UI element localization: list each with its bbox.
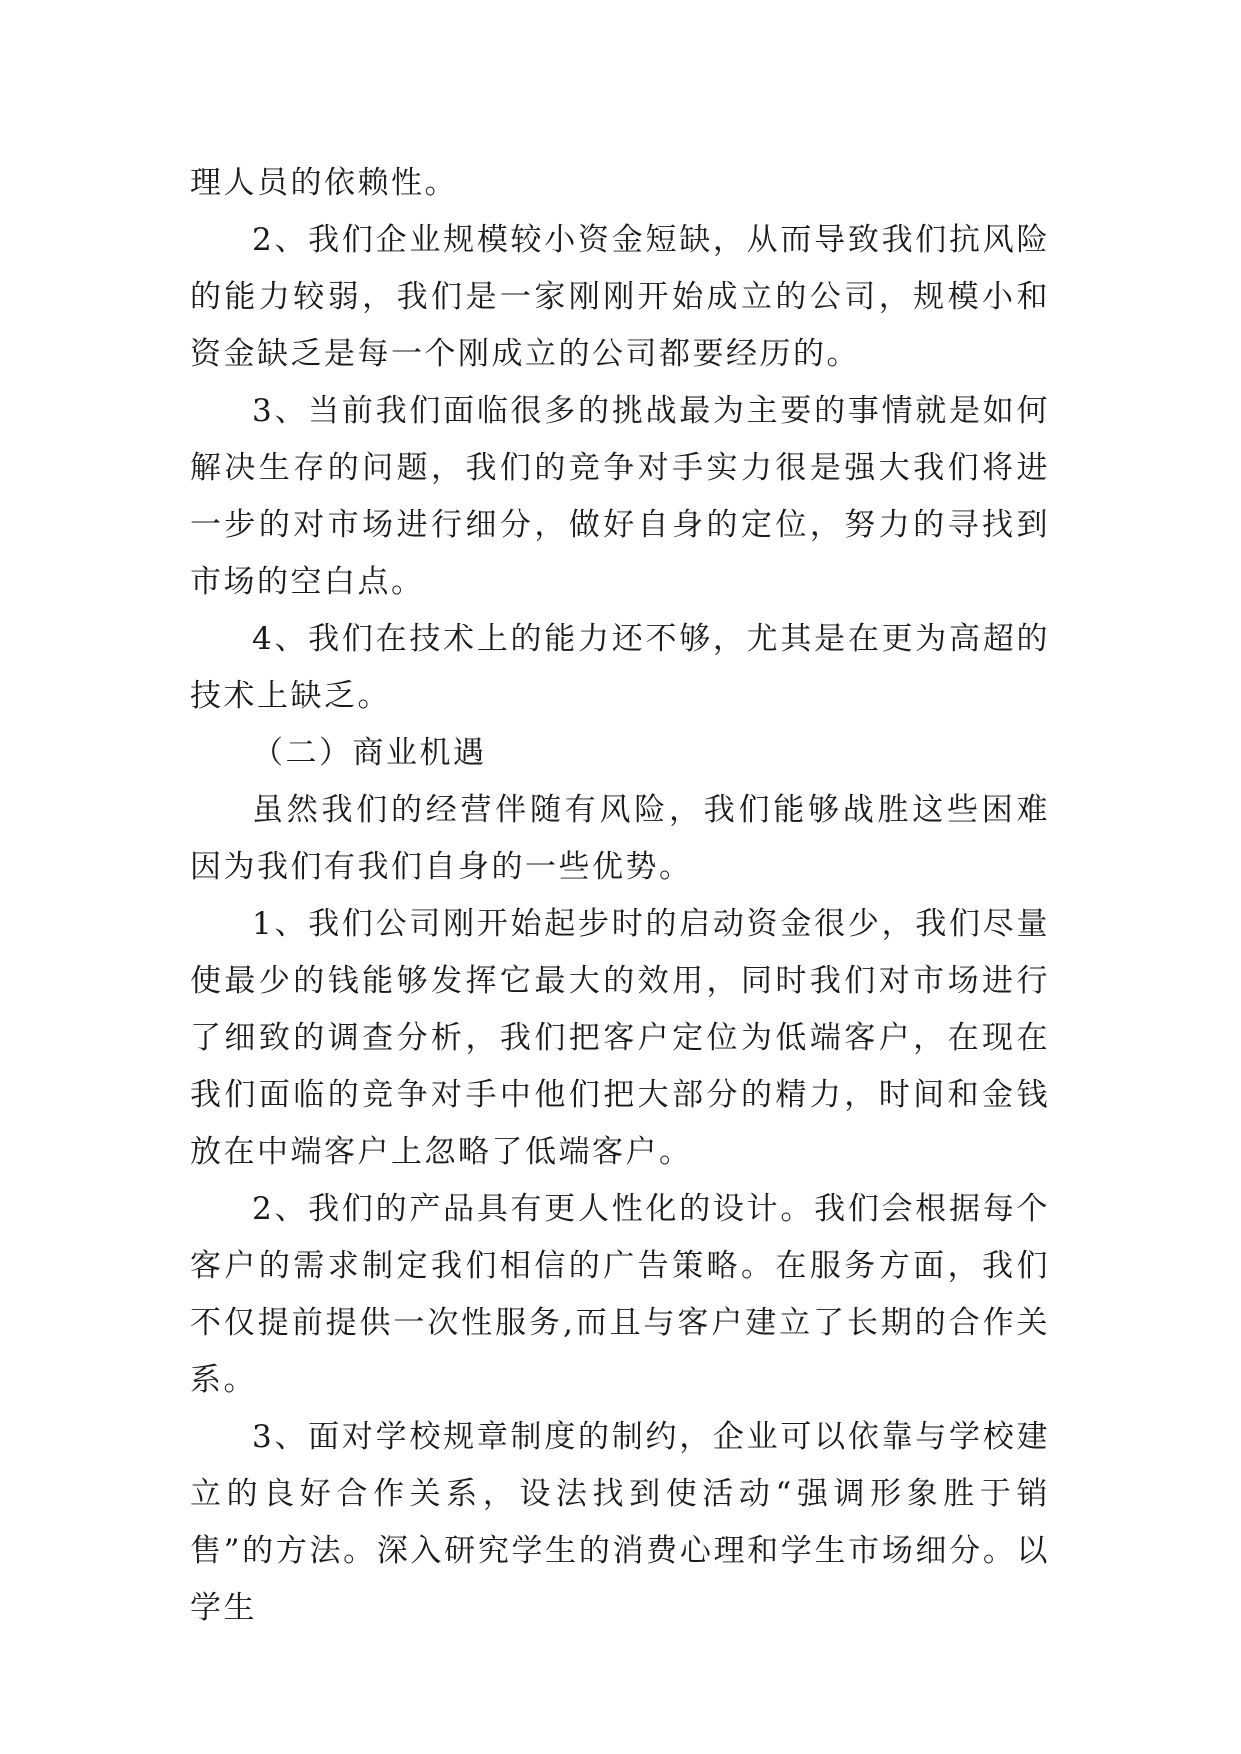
paragraph-opportunity-intro: 虽然我们的经营伴随有风险，我们能够战胜这些困难因为我们有我们自身的一些优势。 (190, 792, 1050, 885)
paragraph-continuation: 理人员的依赖性。 (190, 165, 458, 201)
section-heading-opportunities: （二）商业机遇 (252, 735, 487, 771)
paragraph-opportunity-2: 2、我们的产品具有更人性化的设计。我们会根据每个客户的需求制定我们相信的广告策略。在服务方面，我们不仅提前提供一次性服务,而且与客户建立了长期的合作关系。 (190, 1191, 1050, 1398)
paragraph-risk-4: 4、我们在技术上的能力还不够，尤其是在更为高超的技术上缺乏。 (190, 621, 1050, 714)
paragraph-risk-2: 2、我们企业规模较小资金短缺，从而导致我们抗风险的能力较弱，我们是一家刚刚开始成立的公司，规模小和资金缺乏是每一个刚成立的公司都要经历的。 (190, 222, 1050, 372)
document-body (190, 155, 1050, 1637)
paragraph-opportunity-1: 1、我们公司刚开始起步时的启动资金很少，我们尽量使最少的钱能够发挥它最大的效用，同时我们对市场进行了细致的调查分析，我们把客户定位为低端客户，在现在我们面临的竞争对手中他们把大部分的精力，时间和金钱放在中端客户上忽略了低端客户。 (190, 906, 1050, 1170)
paragraph-risk-3: 3、当前我们面临很多的挑战最为主要的事情就是如何解决生存的问题，我们的竞争对手实力很是强大我们将进一步的对市场进行细分，做好自身的定位，努力的寻找到市场的空白点。 (190, 393, 1050, 600)
paragraph-opportunity-3: 3、面对学校规章制度的制约，企业可以依靠与学校建立的良好合作关系，设法找到使活动“强调形象胜于销售”的方法。深入研究学生的消费心理和学生市场细分。以学生 (190, 1419, 1050, 1626)
